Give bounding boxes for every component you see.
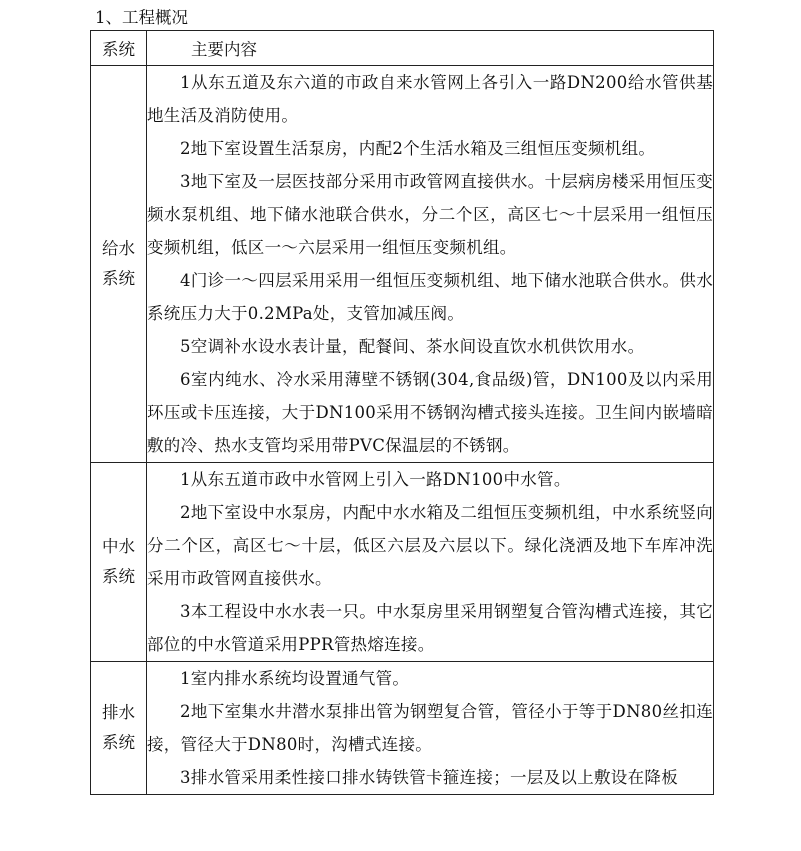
section-heading: 1、工程概况	[95, 8, 188, 27]
paragraph: 4门诊一～四层采用采用一组恒压变频机组、地下储水池联合供水。供水系统压力大于0.2MPa处，支管加减压阀。	[147, 271, 713, 323]
system-cell	[91, 66, 147, 463]
paragraph: 1从东五道及东六道的市政自来水管网上各引入一路DN200给水管供基地生活及消防使用。	[147, 73, 713, 125]
system-label-line2: 系统	[102, 269, 135, 288]
system-label-line1: 给水	[102, 239, 135, 258]
table-row-water-supply	[91, 66, 714, 463]
system-label-line2: 系统	[102, 733, 135, 752]
content-cell	[147, 66, 714, 463]
header-content: 主要内容	[147, 31, 714, 66]
paragraph: 2地下室设中水泵房，内配中水水箱及二组恒压变频机组，中水系统竖向分二个区，高区七～十层，低区六层及六层以下。绿化浇洒及地下车库冲洗采用市政管网直接供水。	[147, 503, 713, 588]
paragraph: 5空调补水设水表计量，配餐间、茶水间设直饮水机供饮用水。	[180, 337, 645, 356]
table-header-row	[91, 31, 714, 66]
paragraph: 3本工程设中水水表一只。中水泵房里采用钢塑复合管沟槽式连接，其它部位的中水管道采用PPR管热熔连接。	[147, 602, 713, 654]
content-cell	[147, 662, 714, 795]
system-label-line1: 排水	[102, 703, 135, 722]
paragraph: 2地下室集水井潜水泵排出管为钢塑复合管，管径小于等于DN80丝扣连接，管径大于DN80时，沟槽式连接。	[147, 702, 713, 754]
content-cell	[147, 463, 714, 662]
overview-table	[90, 30, 714, 795]
paragraph: 6室内纯水、冷水采用薄壁不锈钢(304,食品级)管，DN100及以内采用环压或卡压连接，大于DN100采用不锈钢沟槽式接头连接。卫生间内嵌墙暗敷的冷、热水支管均采用带PVC保温层的不锈钢。	[147, 370, 713, 455]
header-system: 系统	[91, 31, 147, 66]
system-label-line1: 中水	[102, 537, 135, 556]
system-cell	[91, 463, 147, 662]
paragraph: 3排水管采用柔性接口排水铸铁管卡箍连接；一层及以上敷设在降板	[180, 768, 678, 787]
paragraph: 1从东五道市政中水管网上引入一路DN100中水管。	[180, 470, 571, 489]
paragraph: 2地下室设置生活泵房，内配2个生活水箱及三组恒压变频机组。	[180, 139, 656, 158]
table-row-reclaimed-water	[91, 463, 714, 662]
paragraph: 3地下室及一层医技部分采用市政管网直接供水。十层病房楼采用恒压变频水泵机组、地下储水池联合供水，分二个区，高区七～十层采用一组恒压变频机组，低区一～六层采用一组恒压变频机组。	[147, 172, 713, 257]
table-row-drainage	[91, 662, 714, 795]
system-label-line2: 系统	[102, 567, 135, 586]
system-cell	[91, 662, 147, 795]
paragraph: 1室内排水系统均设置通气管。	[180, 669, 410, 688]
